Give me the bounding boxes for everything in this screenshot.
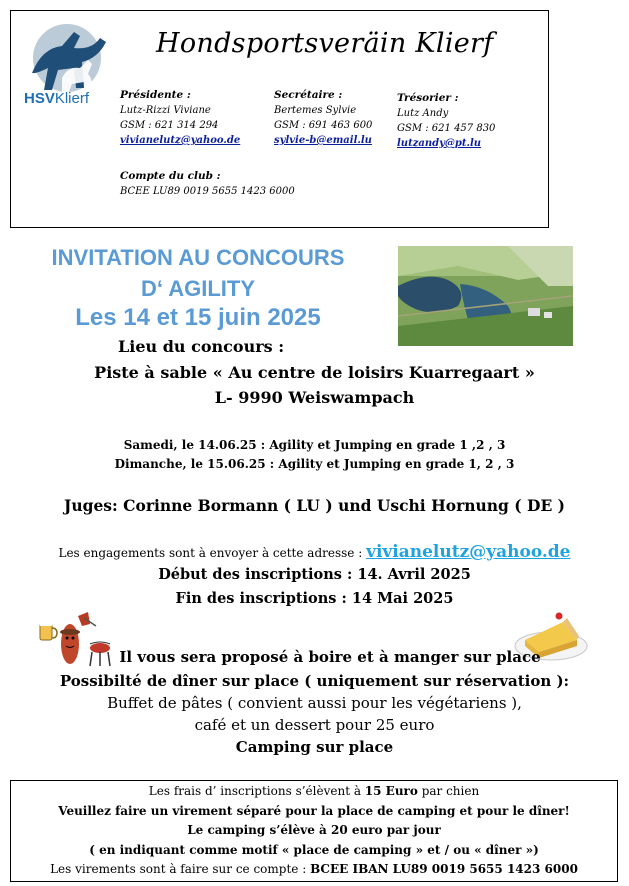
secretaire-title: Secrétaire : [274,89,343,101]
bank-iban: BCEE IBAN LU89 0019 5655 1423 6000 [310,862,578,876]
dinner-reservation: Possibilté de dîner sur place ( uniquement sur réservation ): [59,672,570,690]
lieu-city: L- 9990 Weiswampach [214,388,415,407]
logo-wordmark [24,90,89,107]
secretaire-gsm: GSM : 691 463 600 [274,120,373,131]
engage-line [0,542,629,562]
presidente-name: Lutz-Rizzi Viviane [120,105,211,116]
secretaire-block [274,88,372,148]
compte-block [120,169,295,199]
schedule-saturday: Samedi, le 14.06.25 : Agility et Jumping en grade 1 ,2 , 3 [123,438,506,452]
lieu-label: Lieu du concours : [118,337,285,356]
judges: Juges: Corinne Bormann ( LU ) und Uschi Hornung ( DE ) [64,496,565,515]
invitation-dates: Les 14 et 15 juin 2025 [75,304,321,331]
dinner-price: café et un dessert pour 25 euro [194,716,435,734]
registration-end: Fin des inscriptions : 14 Mai 2025 [175,590,454,607]
camping-price: Le camping s’élève à 20 euro par jour [187,823,441,837]
lieu-place: Piste à sable « Au centre de loisirs Kuarregaart » [94,363,535,382]
tresorier-gsm: GSM : 621 457 830 [397,123,496,134]
presidente-block [120,88,240,148]
engage-text: Les engagements sont à envoyer à cette adresse : [58,546,367,560]
fees-text-c: par chien [417,784,480,798]
tresorier-name: Lutz Andy [397,108,449,119]
registration-start: Début des inscriptions : 14. Avril 2025 [158,566,471,583]
logo-brand-suffix: Klierf [54,90,90,107]
transfer-reference-note: ( en indiquant comme motif « place de camping » et / ou « dîner ») [89,843,539,857]
tresorier-email-link[interactable]: lutzandy@pt.lu [397,138,482,149]
fees-line [10,784,618,798]
secretaire-name: Bertemes Sylvie [274,105,357,116]
invitation-title-line1: INVITATION AU CONCOURS [51,245,345,270]
registration-email-link[interactable]: vivianelutz@yahoo.de [366,542,571,562]
logo-brand: HSV [24,90,55,107]
fees-amount: 15 Euro [364,784,418,798]
bank-text: Les virements sont à faire sur ce compte : [50,862,311,876]
tresorier-block [397,91,495,151]
food-offer: Il vous sera proposé à boire et à manger sur place [119,648,541,666]
schedule-sunday: Dimanche, le 15.06.25 : Agility et Jumping en grade 1, 2 , 3 [114,457,515,471]
secretaire-email-link[interactable]: sylvie-b@email.lu [274,135,372,146]
compte-title: Compte du club : [120,170,221,182]
fees-text-a: Les frais d’ inscriptions s’élèvent à [148,784,365,798]
presidente-title: Présidente : [120,89,191,101]
separate-transfer-note: Veuillez faire un virement séparé pour la place de camping et pour le dîner! [58,804,570,818]
dinner-buffet: Buffet de pâtes ( convient aussi pour les végétariens ), [107,694,522,712]
club-name: Hondsportsveräin Klierf [156,28,494,59]
camping-note: Camping sur place [235,738,394,756]
bank-account-line [10,862,618,876]
invitation-title-line2: D‘ AGILITY [140,276,256,301]
aerial-photo [398,246,573,346]
compte-value: BCEE LU89 0019 5655 1423 6000 [120,186,295,197]
presidente-gsm: GSM : 621 314 294 [120,120,219,131]
presidente-email-link[interactable]: vivianelutz@yahoo.de [120,135,241,146]
tresorier-title: Trésorier : [397,92,459,104]
